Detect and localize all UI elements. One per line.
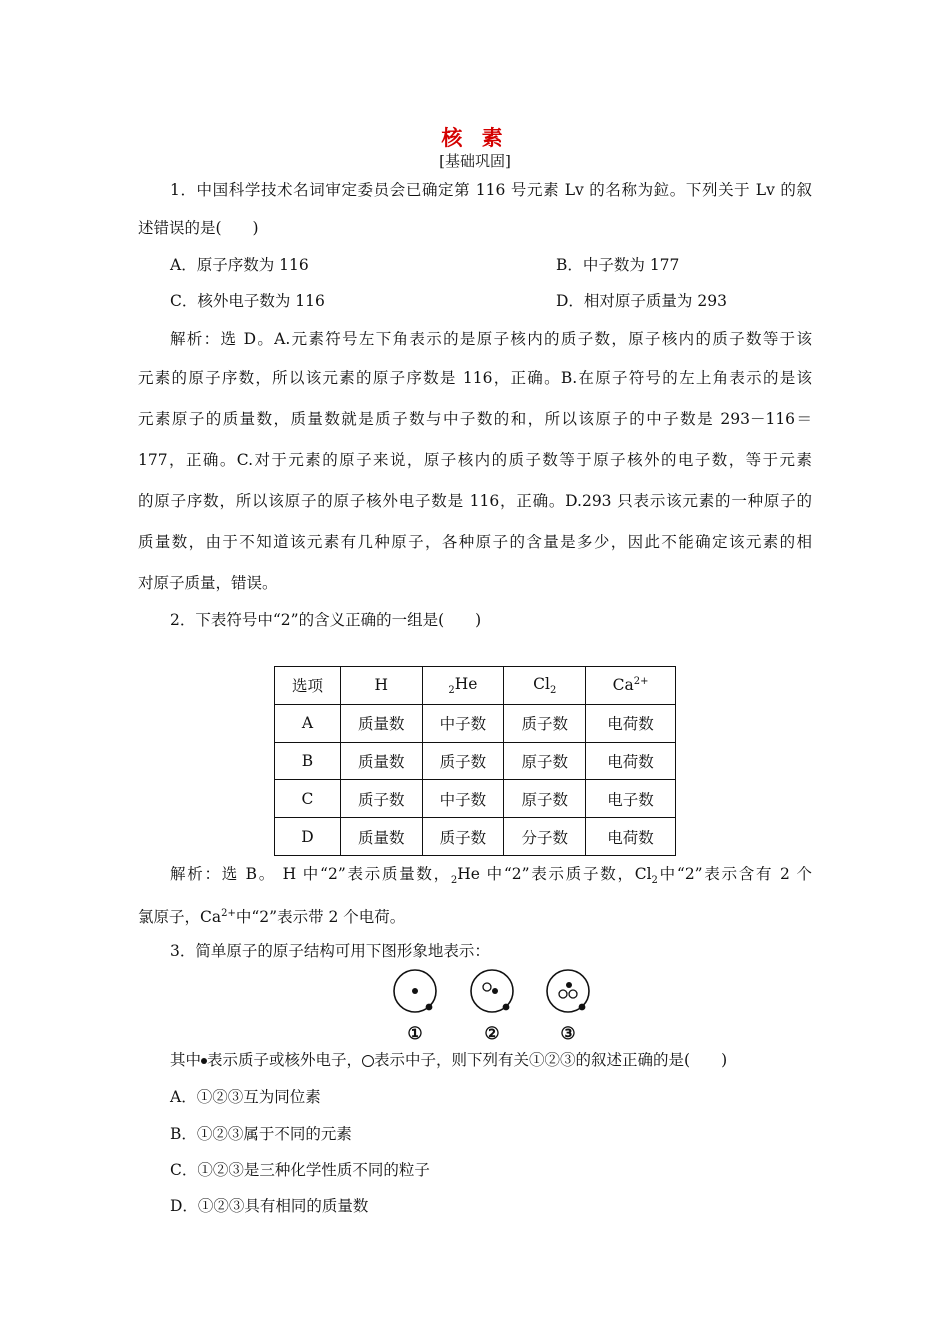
atom-1-electron xyxy=(426,1004,433,1011)
table-cell: 原子数 xyxy=(504,742,586,780)
table-cell: 质子数 xyxy=(340,780,422,818)
table-row xyxy=(275,742,676,780)
table-header-cell xyxy=(586,667,676,705)
table-cell: A xyxy=(275,704,341,742)
table-cell: 分子数 xyxy=(504,818,586,856)
symbol-text: Ca xyxy=(612,676,634,695)
section-heading: [基础巩固] xyxy=(439,152,511,170)
atom-3-neutron xyxy=(569,990,577,998)
atom-1-proton xyxy=(412,988,418,994)
subscript: 2 xyxy=(448,684,455,696)
atom-2-electron xyxy=(503,1004,510,1011)
table-row xyxy=(275,780,676,818)
superscript: 2+ xyxy=(221,908,236,919)
q1-analysis-line: 质量数，由于不知道该元素有几种原子，各种原子的含量是多少，因此不能确定该元素的相 xyxy=(138,533,812,551)
q1-option-d: D．相对原子质量为 293 xyxy=(556,292,727,310)
analysis-text: 中“2”表示含有 2 个 xyxy=(657,865,812,883)
q3-option-a: A．①②③互为同位素 xyxy=(170,1088,321,1106)
atom-3-proton xyxy=(566,982,572,988)
table-header-cell: 选项 xyxy=(275,667,341,705)
analysis-text: 中“2”表示带 2 个电荷。 xyxy=(235,908,406,927)
atom-2-proton xyxy=(492,988,498,994)
q3-stem: 3．简单原子的原子结构可用下图形象地表示： xyxy=(170,942,490,960)
legend-text: 表示中子，则下列有关①②③的叙述正确的是( ) xyxy=(374,1051,728,1069)
table-cell: 电子数 xyxy=(586,780,676,818)
subscript: 2 xyxy=(549,684,557,696)
page-title: 核 素 xyxy=(441,125,509,150)
table-header-cell: H xyxy=(340,667,422,705)
table-cell: C xyxy=(275,780,341,818)
atom-3-neutron xyxy=(559,990,567,998)
table-cell: 质子数 xyxy=(422,742,504,780)
table-cell: 质子数 xyxy=(504,704,586,742)
symbol-text: He xyxy=(454,674,478,693)
table-cell: 中子数 xyxy=(422,780,504,818)
table-header-cell xyxy=(504,667,586,705)
atom-3-electron xyxy=(579,1004,586,1011)
superscript: 2+ xyxy=(633,676,649,688)
table-cell: 质量数 xyxy=(340,742,422,780)
q1-option-c: C．核外电子数为 116 xyxy=(170,292,325,310)
table-cell: 电荷数 xyxy=(586,742,676,780)
legend-text: 其中 xyxy=(170,1051,202,1069)
q1-analysis-line: 元素原子的质量数，质量数就是质子数与中子数的和，所以该原子的中子数是 293－116＝ xyxy=(138,410,812,428)
q1-stem-line1: 1．中国科学技术名词审定委员会已确定第 116 号元素 Lv 的名称为鉝。下列关于 Lv 的叙 xyxy=(170,181,812,199)
q2-analysis-line2 xyxy=(138,904,405,927)
hollow-circle-icon xyxy=(362,1055,374,1067)
atom-label-2: ② xyxy=(484,1024,500,1044)
table-cell: 中子数 xyxy=(422,704,504,742)
analysis-text: 氯原子，Ca xyxy=(138,908,222,927)
q1-analysis-line: 的原子序数，所以该原子的原子核外电子数是 116，正确。D.293 只表示该元素的一种原子的 xyxy=(138,492,812,510)
q1-option-a: A．原子序数为 116 xyxy=(170,256,309,274)
q1-analysis-line: 177，正确。C.对于元素的原子来说，原子核内的质子数等于原子核外的电子数，等于元素 xyxy=(138,451,812,469)
subscript: 2 xyxy=(651,875,658,887)
q3-legend xyxy=(170,1050,727,1070)
table-header-row xyxy=(275,667,676,705)
table-header-cell xyxy=(422,667,504,705)
table-row xyxy=(275,704,676,742)
atom-1-diagram xyxy=(394,970,436,1012)
table-row xyxy=(275,818,676,856)
q1-analysis-line: 元素的原子序数，所以该元素的原子序数是 116，正确。B.在原子符号的左上角表示的是该 xyxy=(138,369,812,387)
table-cell: B xyxy=(275,742,341,780)
table-cell: 电荷数 xyxy=(586,818,676,856)
atom-2-neutron xyxy=(483,983,491,991)
legend-text: 表示质子或核外电子， xyxy=(207,1051,363,1069)
q1-analysis-line: 解析：选 D。A.元素符号左下角表示的是原子核内的质子数，原子核内的质子数等于该 xyxy=(170,330,812,348)
symbol-text: Cl xyxy=(533,674,550,693)
table-cell: 质量数 xyxy=(340,704,422,742)
q1-analysis-line: 对原子质量，错误。 xyxy=(138,574,278,592)
q1-stem-line2: 述错误的是( ) xyxy=(138,219,259,237)
atom-2-diagram xyxy=(471,970,513,1012)
table-cell: 原子数 xyxy=(504,780,586,818)
q3-option-c: C．①②③是三种化学性质不同的粒子 xyxy=(170,1161,430,1179)
q3-option-b: B．①②③属于不同的元素 xyxy=(170,1125,352,1143)
table-cell: 质子数 xyxy=(422,818,504,856)
atom-label-3: ③ xyxy=(560,1024,576,1044)
table-cell: D xyxy=(275,818,341,856)
atom-structure-figure xyxy=(385,968,605,1018)
q2-analysis-line1 xyxy=(170,864,812,891)
atom-3-diagram xyxy=(547,970,589,1012)
subscript: 2 xyxy=(450,875,458,887)
analysis-text: He 中“2”表示质子数，Cl xyxy=(457,865,652,883)
symbol-meaning-table xyxy=(274,666,676,856)
atom-label-1: ① xyxy=(407,1024,423,1044)
q1-option-b: B．中子数为 177 xyxy=(556,256,680,274)
table-cell: 质量数 xyxy=(340,818,422,856)
q3-option-d: D．①②③具有相同的质量数 xyxy=(170,1197,369,1215)
analysis-text: 解析：选 B。 H 中“2”表示质量数， xyxy=(170,865,451,883)
table-cell: 电荷数 xyxy=(586,704,676,742)
q2-stem: 2．下表符号中“2”的含义正确的一组是( ) xyxy=(170,611,482,629)
